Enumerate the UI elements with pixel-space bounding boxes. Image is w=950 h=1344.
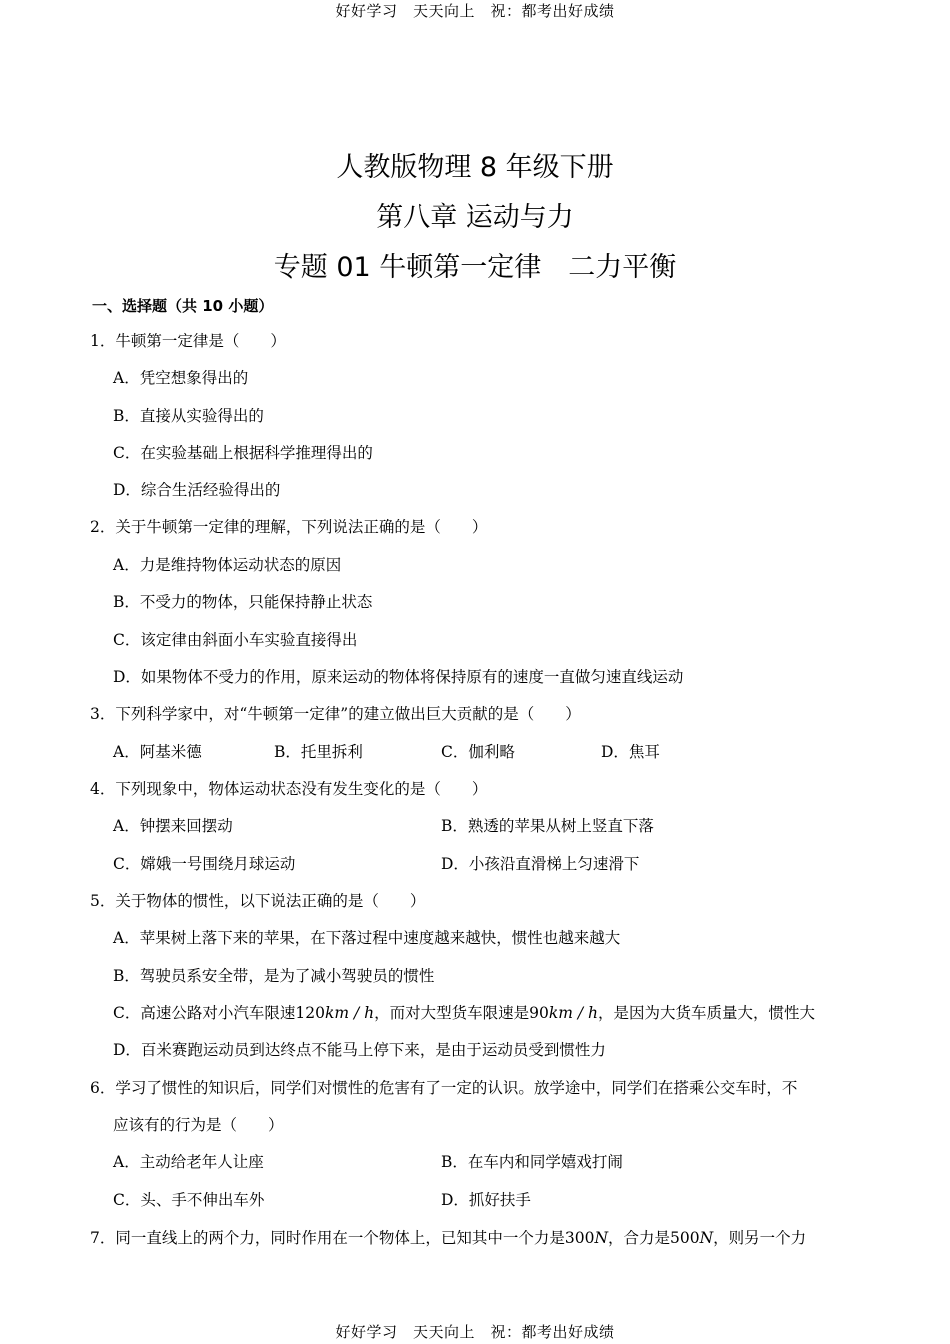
question-7-suffix: ，则另一个力	[713, 1229, 807, 1247]
question-5-stem: 5．关于物体的惯性，以下说法正确的是（ ）	[90, 892, 426, 910]
chapter-title: 第八章 运动与力	[376, 202, 574, 233]
question-3-option-c: C．伽利略	[441, 743, 515, 761]
question-5-option-b: B．驾驶员系安全带，是为了减小驾驶员的惯性	[113, 967, 435, 985]
question-1-stem: 1．牛顿第一定律是（ ）	[90, 332, 286, 350]
question-3-option-d: D．焦耳	[601, 743, 660, 761]
question-4-option-c: C．嫦娥一号围绕月球运动	[113, 855, 296, 873]
question-6-stem-line1: 6．学习了惯性的知识后，同学们对惯性的危害有了一定的认识。放学途中，同学们在搭乘公交车时，不	[90, 1079, 798, 1097]
question-3-option-a: A．阿基米德	[113, 743, 202, 761]
question-3-stem: 3．下列科学家中，对“牛顿第一定律”的建立做出巨大贡献的是（ ）	[90, 705, 581, 723]
question-6-option-b: B．在车内和同学嬉戏打闹	[441, 1153, 623, 1171]
question-5-option-c-unit1: km / h	[324, 1004, 375, 1022]
question-2-option-a: A．力是维持物体运动状态的原因	[113, 556, 342, 574]
question-7-prefix: 7．同一直线上的两个力，同时作用在一个物体上，已知其中一个力是300	[90, 1229, 595, 1247]
question-1-option-c: C．在实验基础上根据科学推理得出的	[113, 444, 373, 462]
question-4-option-b: B．熟透的苹果从树上竖直下落	[441, 817, 654, 835]
question-5-option-c-prefix: C．高速公路对小汽车限速120	[113, 1004, 325, 1022]
question-1-option-a: A．凭空想象得出的	[113, 369, 249, 387]
question-6-option-c: C．头、手不伸出车外	[113, 1191, 265, 1209]
question-7-stem	[90, 1228, 806, 1248]
question-6-stem-line2: 应该有的行为是（ ）	[113, 1116, 284, 1134]
question-4-option-a: A．钟摆来回摆动	[113, 817, 233, 835]
question-2-option-b: B．不受力的物体，只能保持静止状态	[113, 593, 373, 611]
question-7-middle: ，合力是500	[608, 1229, 700, 1247]
question-1-option-d: D．综合生活经验得出的	[113, 481, 281, 499]
topic-title: 专题 01 牛顿第一定律 二力平衡	[273, 252, 677, 283]
question-6-option-d: D．抓好扶手	[441, 1191, 531, 1209]
question-2-option-c: C．该定律由斜面小车实验直接得出	[113, 631, 358, 649]
question-5-option-c	[113, 1003, 815, 1023]
question-7-unit1: N	[594, 1229, 609, 1247]
question-1-option-b: B．直接从实验得出的	[113, 407, 264, 425]
question-5-option-a: A．苹果树上落下来的苹果，在下落过程中速度越来越快，惯性也越来越大	[113, 929, 621, 947]
question-6-option-a: A．主动给老年人让座	[113, 1153, 264, 1171]
question-2-stem: 2．关于牛顿第一定律的理解，下列说法正确的是（ ）	[90, 518, 488, 536]
question-5-option-c-middle: ，而对大型货车限速是90	[374, 1004, 549, 1022]
question-7-unit2: N	[699, 1229, 714, 1247]
question-5-option-c-unit2: km / h	[548, 1004, 598, 1022]
page-footer: 好好学习 天天向上 祝：都考出好成绩	[335, 1323, 615, 1341]
question-2-option-d: D．如果物体不受力的作用，原来运动的物体将保持原有的速度一直做匀速直线运动	[113, 668, 684, 686]
question-5-option-d: D．百米赛跑运动员到达终点不能马上停下来，是由于运动员受到惯性力	[113, 1041, 606, 1059]
question-3-option-b: B．托里拆利	[274, 743, 363, 761]
question-4-stem: 4．下列现象中，物体运动状态没有发生变化的是（ ）	[90, 780, 488, 798]
question-4-option-d: D．小孩沿直滑梯上匀速滑下	[441, 855, 640, 873]
page-header: 好好学习 天天向上 祝：都考出好成绩	[335, 2, 615, 20]
book-title: 人教版物理 8 年级下册	[336, 152, 614, 183]
section-heading: 一、选择题（共 10 小题）	[92, 297, 274, 315]
question-5-option-c-suffix: ，是因为大货车质量大，惯性大	[598, 1004, 816, 1022]
